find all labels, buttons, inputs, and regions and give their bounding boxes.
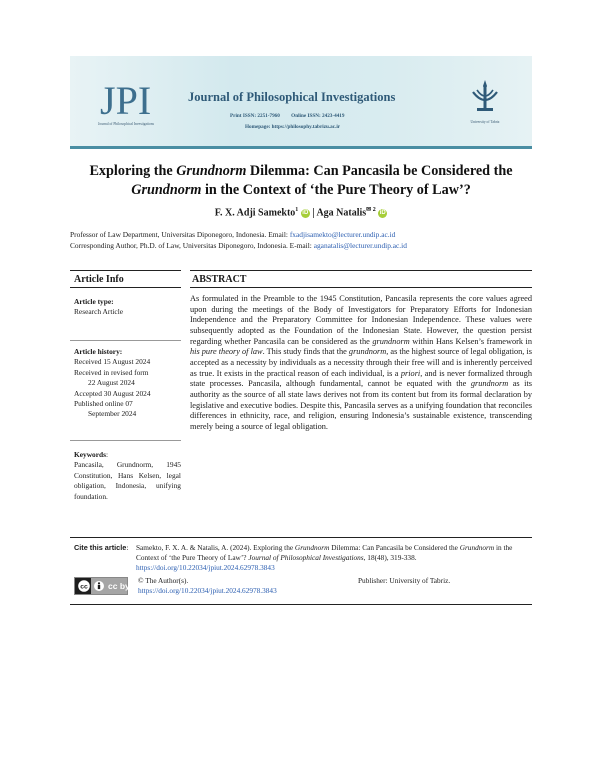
keywords-list: Pancasila, Grundnorm, 1945 Constitution, Hans Kelsen, legal obligation, Indonesia, unifying foundation.	[74, 460, 181, 501]
abstract-body	[190, 294, 532, 433]
print-issn: Print ISSN: 2251-7960	[230, 113, 280, 119]
citation-part: Dilemma: Can Pancasila be Considered the	[329, 543, 460, 552]
article-type-label: Article type:	[74, 297, 114, 306]
keywords-label: Keywords	[74, 450, 107, 459]
abstract-text: . This study finds that the	[262, 347, 349, 357]
title-text: in the Context of ‘the Pure Theory of Law’?	[201, 182, 471, 198]
abstract-emphasis: priori	[400, 368, 421, 378]
article-type-block	[74, 297, 181, 318]
logo-caption: Journal of Philosophical Investigations	[98, 122, 154, 126]
published-date: September 2024	[88, 409, 137, 419]
affiliation-2	[70, 241, 540, 250]
affiliation-text: Professor of Law Department, Universitas Diponegoro, Indonesia. Email:	[70, 230, 290, 239]
abstract-emphasis: grundnorm	[372, 336, 410, 346]
abstract-emphasis: grundnorm	[470, 379, 509, 389]
orcid-icon[interactable]: iD	[379, 209, 386, 216]
citation-emphasis: Journal of Philosophical Investigations	[248, 553, 364, 563]
publisher-text: Publisher: University of Tabriz.	[358, 576, 451, 585]
author-separator: |	[309, 207, 317, 219]
jpi-logo	[98, 76, 152, 122]
citation-text	[136, 543, 532, 574]
citation-emphasis: Grundnorm	[459, 543, 495, 552]
journal-banner	[70, 56, 532, 149]
article-type-value: Research Article	[74, 307, 124, 317]
online-issn: Online ISSN: 2423-4419	[291, 113, 345, 119]
university-emblem-icon	[468, 78, 502, 114]
citation-part: in the Context of ‘the Pure Theory of Law’?	[136, 543, 513, 563]
abstract-text: As formulated in the Preamble to the 1945 Constitution, Pancasila represents the core values agreed upon during the meetings of the Body of Investigators for Preparatory Efforts for Indonesian Independence and the Preparatory Committee for Indonesian Independence. These values were subsequently adopted as the Foundation of the Indonesian State. However, the question persist regarding whether Pancasila can be considered as the	[190, 294, 532, 346]
accepted-date: Accepted 30 August 2024	[74, 388, 151, 398]
citation-part: , 18(48), 319-338.	[363, 553, 417, 563]
copyright-block	[138, 576, 277, 596]
author-line	[70, 206, 532, 218]
university-caption: University of Tabriz	[470, 120, 500, 124]
orcid-icon[interactable]: iD	[302, 209, 309, 216]
citation-part: Samekto, F. X. A. & Natalis, A. (2024). Exploring the	[136, 543, 295, 552]
author-name: F. X. Adji Samekto	[214, 207, 296, 219]
author-email-link[interactable]: fxadjisamekto@lecturer.undip.ac.id	[289, 230, 396, 239]
citation-doi-link[interactable]: https://doi.org/10.22034/jpiut.2024.62978.3843	[136, 563, 275, 573]
svg-text:cc: cc	[80, 583, 88, 591]
citation-label: Cite this article	[74, 543, 127, 552]
copyright-text: © The Author(s).	[138, 576, 189, 585]
article-history-block	[74, 347, 181, 420]
cc-by-license-badge[interactable]	[74, 577, 128, 595]
author-superscript: ✉ 2	[366, 207, 376, 213]
abstract-text: , as the highest source of legal obligation, is accepted as a necessity by individuals as a necessity through their free will and is inherently perceived as true. It exists in the practical reason of each individual, is a	[190, 347, 532, 378]
published-date: Published online 07	[74, 399, 133, 409]
abstract-text: within Hans Kelsen’s framework in	[409, 336, 532, 346]
citation-colon: :	[126, 543, 129, 552]
citation-block	[74, 543, 532, 573]
affiliation-text: Corresponding Author, Ph.D. of Law, Universitas Diponegoro, Indonesia. E-mail:	[70, 241, 314, 250]
abstract-text: as its authority as the source of all state laws derives not from its content but from its formal declaration by legislative and executive bodies. Despite this, Pancasila serves as a unifying foundation that reconciles differences in ethnicity, race, and religion, ensuring Indonesia’s sustainable existence, transcending merely being a source of legal obligation.	[190, 379, 532, 431]
abstract-heading: ABSTRACT	[190, 270, 532, 288]
license-badge-text: cc by	[108, 581, 130, 591]
article-info-heading: Article Info	[70, 270, 181, 288]
history-label: Article history:	[74, 347, 123, 356]
abstract-emphasis: grundnorm	[348, 347, 387, 357]
jpi-logo-text: JPI	[100, 78, 152, 123]
journal-title: Journal of Philosophical Investigations	[188, 90, 396, 104]
side-divider	[70, 440, 181, 441]
paper-title	[70, 162, 532, 200]
revised-date: 22 August 2024	[88, 378, 135, 388]
homepage-link[interactable]: Homepage: https://philosophy.tabrizu.ac.ir	[245, 124, 341, 130]
citation-top-rule	[70, 537, 532, 538]
citation-bottom-rule	[70, 604, 532, 605]
creative-commons-icon	[75, 578, 130, 594]
received-date: Received 15 August 2024	[74, 357, 151, 367]
author-name: Aga Natalis	[316, 207, 367, 219]
author-email-link[interactable]: aganatalis@lecturer.undip.ac.id	[313, 241, 407, 250]
author-superscript: 1	[295, 207, 299, 213]
citation-emphasis: Grundnorm	[294, 543, 330, 552]
title-emphasis: Grundnorm	[131, 182, 202, 198]
issn-line	[230, 113, 354, 119]
title-text: Dilemma: Can Pancasila be Considered the	[246, 163, 513, 179]
keywords-block: Keywords: Pancasila, Grundnorm, 1945 Constitution, Hans Kelsen, legal obligation, Indonesia, unifying foundation.	[74, 450, 181, 501]
title-emphasis: Grundnorm	[176, 163, 247, 179]
doi-link[interactable]: https://doi.org/10.22034/jpiut.2024.62978.3843	[138, 586, 277, 596]
affiliation-1	[70, 230, 540, 239]
side-divider	[70, 340, 181, 341]
revised-date: Received in revised form	[74, 367, 149, 377]
abstract-text: , and is never formalized through state processes. Pancasila, although fundamental, cannot be equated with the	[190, 368, 532, 389]
title-text: Exploring the	[89, 163, 177, 179]
abstract-emphasis: his pure theory of law	[190, 347, 263, 357]
